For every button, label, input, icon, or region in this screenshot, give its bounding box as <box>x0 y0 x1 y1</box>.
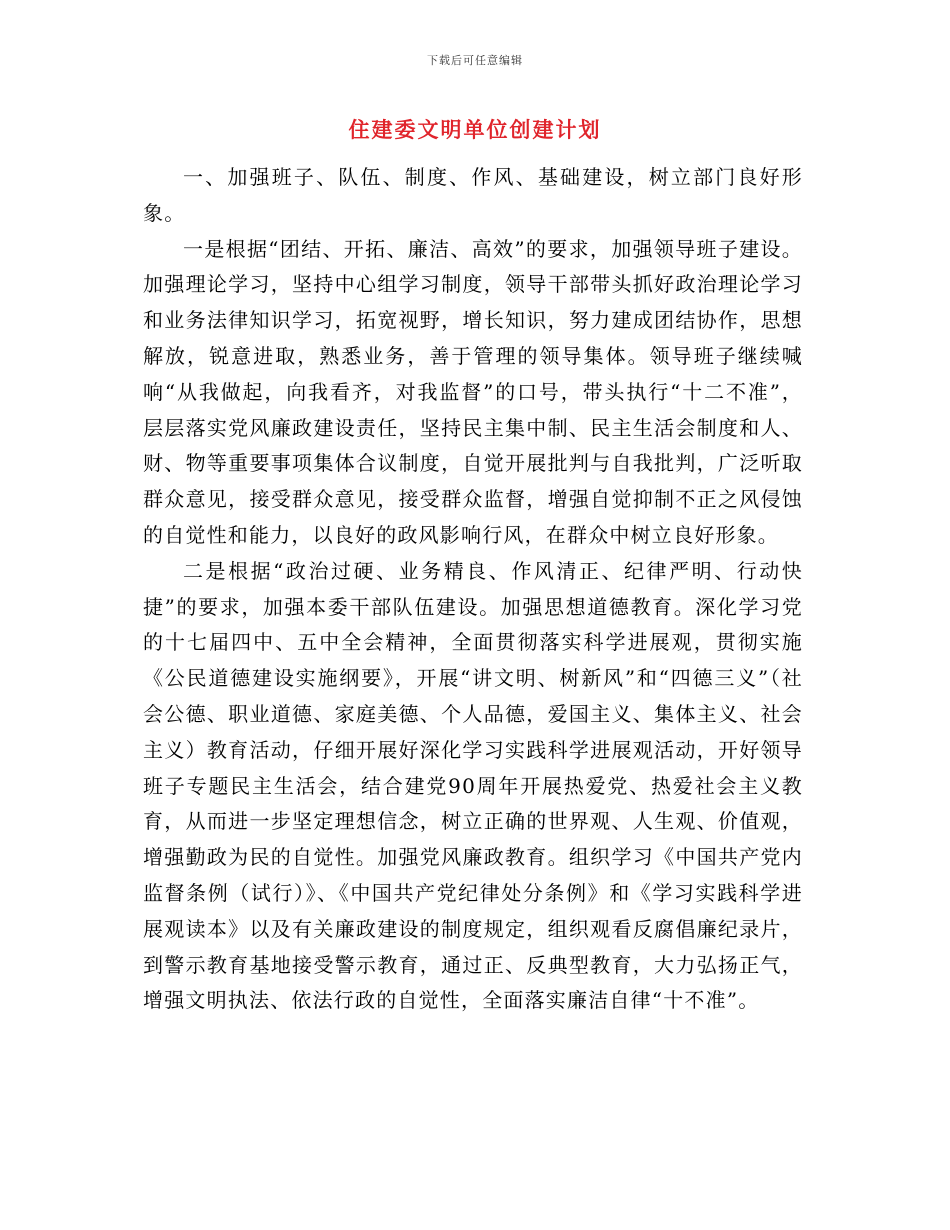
document-title: 住建委文明单位创建计划 <box>348 118 602 142</box>
page-header: 下载后可任意编辑 <box>427 54 523 67</box>
paragraph-section-heading: 一、加强班子、队伍、制度、作风、基础建设，树立部门良好形象。 <box>143 165 803 225</box>
paragraph-cadre-team: 二是根据“政治过硬、业务精良、作风清正、纪律严明、行动快捷”的要求，加强本委干部队伍建设。加强思想道德教育。深化学习党的十七届四中、五中全会精神，全面贯彻落实科学进展观，贯彻实施《公民道德建设实施纲要》，开展“讲文明、树新风”和“四德三义”（社会公德、职业道德、家庭美德、个人品德，爱国主义、集体主义、社会主义）教育活动，仔细开展好深化学习实践科学进展观活动，开好领导班子专题民主生活会，结合建党90周年开展热爱党、热爱社会主义教育，从而进一步坚定理想信念，树立正确的世界观、人生观、价值观，增强勤政为民的自觉性。加强党风廉政教育。组织学习《中国共产党内监督条例（试行）》、《中国共产党纪律处分条例》和《学习实践科学进展观读本》以及有关廉政建设的制度规定，组织观看反腐倡廉纪录片，到警示教育基地接受警示教育，通过正、反典型教育，大力弘扬正气，增强文明执法、依法行政的自觉性，全面落实廉洁自律“十不准”。 <box>143 558 803 1013</box>
paragraph-leadership: 一是根据“团结、开拓、廉洁、高效”的要求，加强领导班子建设。加强理论学习，坚持中心组学习制度，领导干部带头抓好政治理论学习和业务法律知识学习，拓宽视野，增长知识，努力建成团结协作，思想解放，锐意进取，熟悉业务，善于管理的领导集体。领导班子继续喊响“从我做起，向我看齐，对我监督”的口号，带头执行“十二不准”，层层落实党风廉政建设责任，坚持民主集中制、民主生活会制度和人、财、物等重要事项集体合议制度，自觉开展批判与自我批判，广泛听取群众意见，接受群众意见，接受群众监督，增强自觉抑制不正之风侵蚀的自觉性和能力，以良好的政风影响行风，在群众中树立良好形象。 <box>143 236 803 547</box>
document-body <box>143 160 803 1019</box>
